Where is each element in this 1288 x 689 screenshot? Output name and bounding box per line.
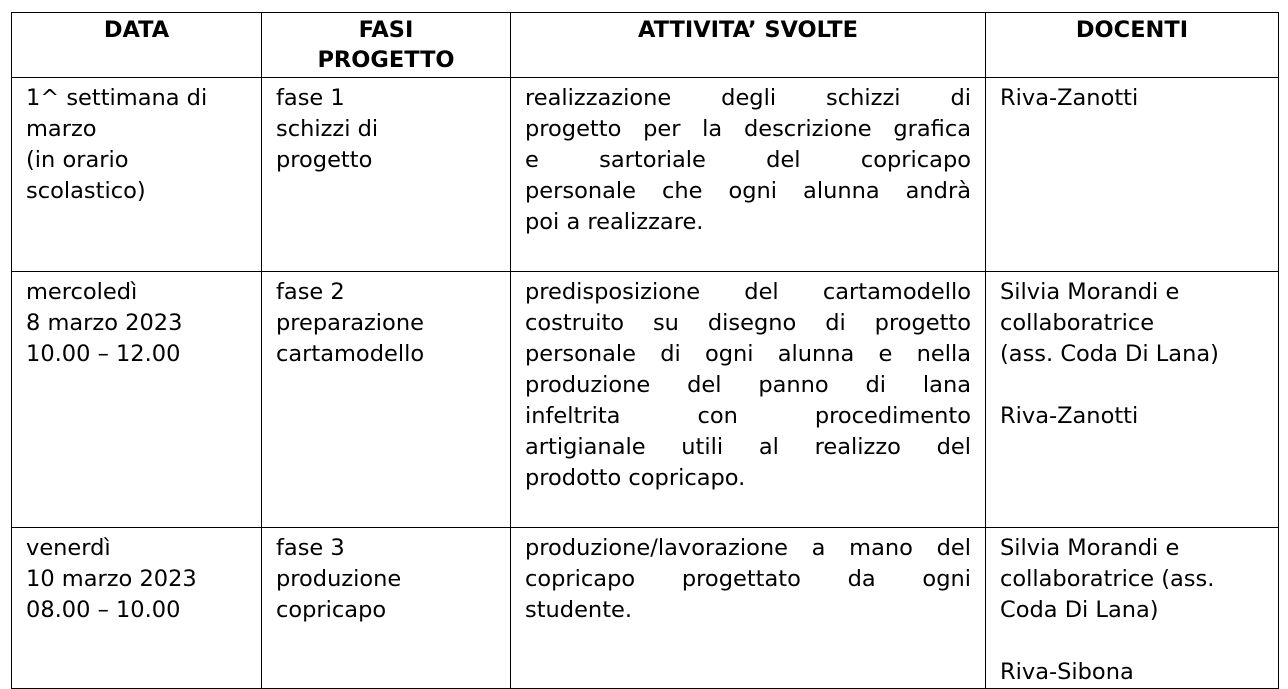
cell-text: schizzi di xyxy=(276,116,379,142)
cell-text: marzo xyxy=(26,116,97,142)
cell-data xyxy=(12,272,262,528)
cell-text: prodotto copricapo. xyxy=(525,465,746,491)
header-fasi xyxy=(262,13,511,78)
cell-text: studente. xyxy=(525,597,633,623)
table-row xyxy=(12,528,1279,689)
cell-text: Silvia Morandi e xyxy=(1000,279,1180,305)
cell-text: infeltrita con procedimento xyxy=(525,403,971,429)
header-docenti xyxy=(986,13,1279,78)
cell-text: 1^ settimana di xyxy=(26,85,208,111)
header-fasi-line-2: PROGETTO xyxy=(317,47,455,73)
cell-text: progetto xyxy=(276,147,373,173)
cell-attivita xyxy=(511,78,986,272)
cell-text: cartamodello xyxy=(276,341,425,367)
cell-text: mercoledì xyxy=(26,279,138,305)
header-fasi-line-1: FASI xyxy=(358,17,414,43)
schedule-table xyxy=(11,12,1279,689)
cell-text: 10.00 – 12.00 xyxy=(26,341,181,367)
cell-text: e sartoriale del copricapo xyxy=(525,147,971,173)
cell-attivita xyxy=(511,272,986,528)
cell-data xyxy=(12,78,262,272)
cell-text: scolastico) xyxy=(26,178,146,204)
cell-text: 10 marzo 2023 xyxy=(26,566,197,592)
cell-text: progetto per la descrizione grafica xyxy=(525,116,971,142)
cell-docenti xyxy=(986,78,1279,272)
cell-text: Coda Di Lana) xyxy=(1000,597,1159,623)
cell-text: produzione/lavorazione a mano del xyxy=(525,535,971,561)
cell-text: collaboratrice xyxy=(1000,310,1155,336)
cell-fase xyxy=(262,78,511,272)
cell-text: preparazione xyxy=(276,310,424,336)
cell-text: poi a realizzare. xyxy=(525,209,704,235)
cell-text: personale di ogni alunna e nella xyxy=(525,341,971,367)
cell-docenti xyxy=(986,528,1279,689)
cell-text: Riva-Zanotti xyxy=(1000,403,1139,429)
header-attivita xyxy=(511,13,986,78)
cell-text: produzione del panno di lana xyxy=(525,372,971,398)
cell-text: artigianale utili al realizzo del xyxy=(525,434,971,460)
cell-data xyxy=(12,528,262,689)
header-data xyxy=(12,13,262,78)
cell-text: (in orario xyxy=(26,147,129,173)
header-data-label: DATA xyxy=(103,17,170,43)
cell-attivita xyxy=(511,528,986,689)
cell-text: fase 3 xyxy=(276,535,345,561)
header-docenti-label: DOCENTI xyxy=(1075,17,1189,43)
spacer xyxy=(1000,626,1264,657)
cell-fase xyxy=(262,272,511,528)
cell-text: (ass. Coda Di Lana) xyxy=(1000,341,1219,367)
cell-text: Riva-Sibona xyxy=(1000,659,1134,685)
header-row xyxy=(12,13,1279,78)
cell-text: 8 marzo 2023 xyxy=(26,310,183,336)
cell-text: venerdì xyxy=(26,535,111,561)
cell-text: 08.00 – 10.00 xyxy=(26,597,181,623)
table-row xyxy=(12,78,1279,272)
cell-text: Riva-Zanotti xyxy=(1000,85,1139,111)
cell-text: collaboratrice (ass. xyxy=(1000,566,1215,592)
cell-text: copricapo xyxy=(276,597,387,623)
cell-text: fase 1 xyxy=(276,85,345,111)
table-row xyxy=(12,272,1279,528)
header-attivita-label: ATTIVITA’ SVOLTE xyxy=(637,17,859,43)
cell-text: fase 2 xyxy=(276,279,345,305)
cell-text: produzione xyxy=(276,566,402,592)
cell-text: predisposizione del cartamodello xyxy=(525,279,971,305)
spacer xyxy=(1000,370,1264,401)
cell-text: personale che ogni alunna andrà xyxy=(525,178,971,204)
cell-text: costruito su disegno di progetto xyxy=(525,310,971,336)
cell-text: realizzazione degli schizzi di xyxy=(525,85,971,111)
cell-docenti xyxy=(986,272,1279,528)
cell-text: Silvia Morandi e xyxy=(1000,535,1180,561)
cell-text: copricapo progettato da ogni xyxy=(525,566,971,592)
cell-fase xyxy=(262,528,511,689)
